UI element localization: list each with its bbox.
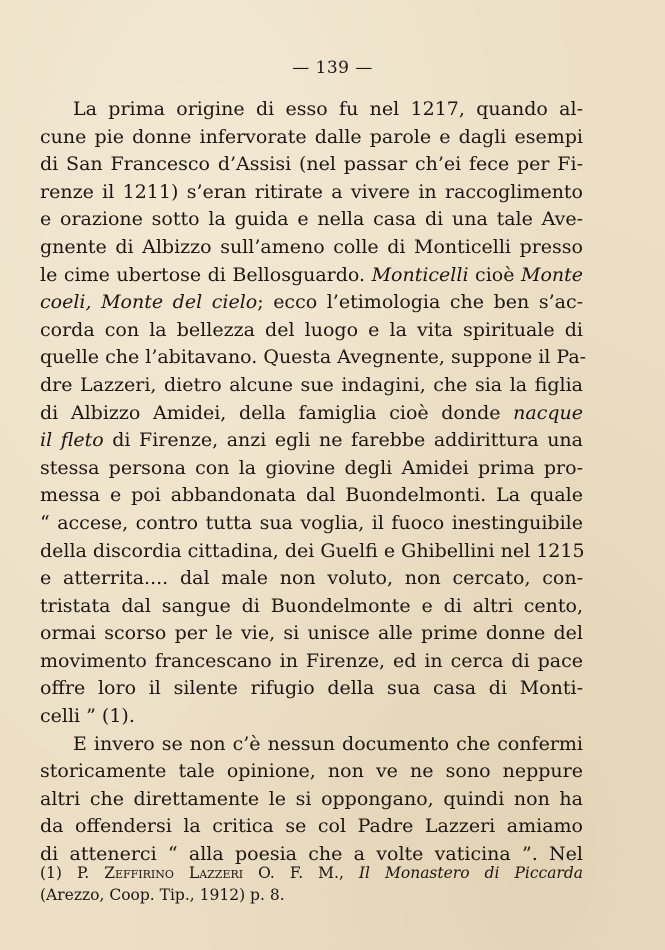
text-line: e orazione sotto la guida e nella casa di una tale Ave- (40, 208, 583, 231)
text-line: La prima origine di esso fu nel 1217, quando al- (73, 98, 583, 120)
text-line: da offendersi la critica se col Padre Lazzeri amiamo (40, 815, 583, 838)
footnotes (40, 862, 583, 906)
body-text (40, 96, 587, 869)
italic-text: Monticelli (371, 263, 469, 286)
text-line: cune pie donne infervorate dalle parole e dagli esempi (40, 125, 583, 148)
italic-text: Monte (520, 263, 583, 286)
text-line: storicamente tale opinione, non ve ne sono neppure (40, 760, 583, 783)
text-line: ormai scorso per le vie, si unisce alle prime donne del (40, 622, 583, 645)
text-line: il fleto di Firenze, anzi egli ne farebbe addirittura una (40, 429, 584, 452)
text-line: dre Lazzeri, dietro alcune sue indagini, che sia la figlia (40, 373, 583, 396)
italic-text: il fleto (40, 429, 104, 452)
text-line: altri che direttamente le si oppongano, quindi non ha (40, 787, 583, 810)
footnote-line: (Arezzo, Coop. Tip., 1912) p. 8. (40, 886, 285, 904)
italic-text: nacque (513, 401, 583, 424)
text-line: stessa persona con la giovine degli Amidei prima pro- (40, 456, 583, 479)
text-line: gnente di Albizzo sull’ameno colle di Monticelli presso (40, 235, 583, 258)
text-line: e atterrita.... dal male non voluto, non cercato, con- (40, 567, 583, 590)
text-line: movimento francescano in Firenze, ed in cerca di pace (40, 649, 583, 672)
text-line: renze il 1211) s’eran ritirate a vivere in raccoglimento (40, 180, 583, 203)
text-line: della discordia cittadina, dei Guelfi e Ghibellini nel 1215 (40, 539, 585, 562)
text-line: “ accese, contro tutta sua voglia, il fuoco inestinguibile (40, 511, 583, 534)
text-line: corda con la bellezza del luogo e la vita spirituale di (40, 318, 583, 341)
text-line: le cime ubertose di Bellosguardo. Monticelli cioè Monte (40, 263, 583, 286)
page-number: — 139 — (292, 58, 373, 78)
text-line: offre loro il silente rifugio della sua casa di Monti- (40, 677, 583, 700)
text-line: di Albizzo Amidei, della famiglia cioè donde nacque (40, 401, 583, 424)
text-line: coeli, Monte del cielo; ecco l’etimologia che ben s’ac- (40, 291, 584, 314)
text-line: di attenerci “ alla poesia che a volte vaticina ”. Nel (40, 843, 583, 866)
italic-text: coeli, Monte del cielo (40, 291, 258, 314)
text-line: messa e poi abbandonata dal Buondelmonti. La quale (40, 484, 583, 507)
text-line: tristata dal sangue di Buondelmonte e di altri cento, (40, 594, 583, 617)
text-line: quelle che l’abitavano. Questa Avegnente, suppone il Pa- (40, 346, 587, 369)
text-line: celli ” (1). (40, 705, 135, 728)
text-line: di San Francesco d’Assisi (nel passar ch’ei fece per Fi- (40, 153, 583, 176)
text-line: E invero se non c’è nessun documento che confermi (73, 732, 583, 755)
author-name: Zeffirino Lazzeri (104, 864, 244, 882)
book-title: Il Monastero di Piccarda (358, 864, 584, 882)
footnote-line: (1) P. Zeffirino Lazzeri O. F. M., Il Monastero di Piccarda (40, 864, 584, 882)
